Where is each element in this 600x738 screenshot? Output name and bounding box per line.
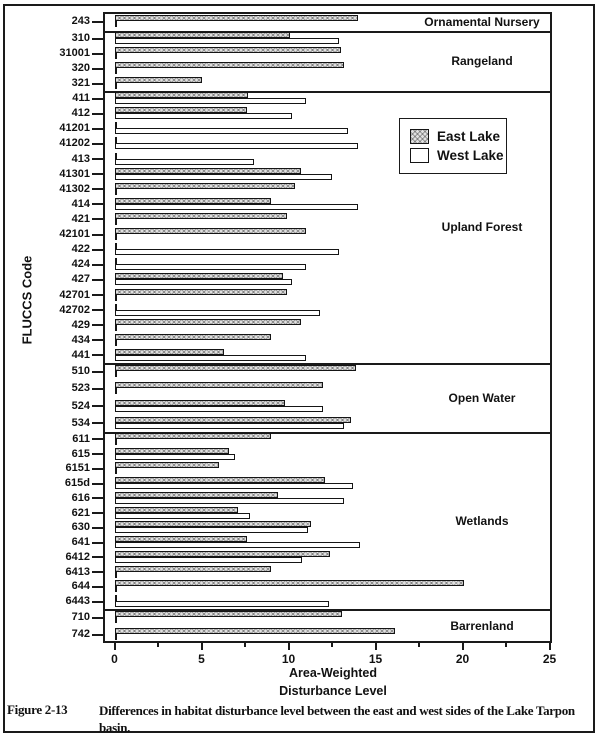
bar-west-42702 [115,310,320,316]
bar-east-6413 [115,566,272,572]
bar-west-615 [115,454,235,460]
bar-west-41301 [115,174,333,180]
bar-west-42101 [115,234,117,240]
x-axis-tick-label: 10 [281,652,296,666]
x-axis-tick [505,643,507,647]
bar-west-434 [115,340,117,346]
fluccs-code-label: 6413 [65,565,90,578]
bar-west-611 [115,439,117,445]
y-axis-tick [92,113,103,115]
bar-east-523 [115,382,324,388]
x-axis-tick-label: 20 [455,652,470,666]
bar-east-31001 [115,47,341,53]
bar-west-42701 [115,295,117,301]
y-axis-tick [92,339,103,341]
legend [399,118,507,174]
y-axis-tick [92,158,103,160]
y-axis-tick [92,571,103,573]
fluccs-code-label: 742 [71,628,90,640]
bar-west-534 [115,423,345,429]
bar-west-321 [115,83,117,89]
fluccs-code-label: 6412 [65,550,90,563]
x-axis-tick [288,643,290,650]
y-axis-tick [92,422,103,424]
fluccs-code-label: 534 [71,416,90,429]
legend-label-west: West Lake [437,148,504,163]
x-axis-tick-label: 5 [198,652,205,666]
fluccs-code-label: 424 [71,258,90,271]
fluccs-code-label: 31001 [59,47,90,59]
fluccs-code-label: 413 [71,152,90,165]
fluccs-code-label: 41301 [59,167,90,180]
figure-number: Figure 2-13 [7,702,68,717]
bar-west-411 [115,98,306,104]
fluccs-code-label: 41202 [59,137,90,150]
x-axis-tick [244,643,246,647]
y-axis-tick [92,354,103,356]
bar-west-641 [115,542,360,548]
x-axis-tick [549,643,551,650]
east-lake-swatch [410,129,429,144]
y-axis-tick [92,405,103,407]
fluccs-code-label: 412 [71,107,90,120]
y-axis-tick [92,83,103,85]
x-axis-tick [201,643,203,650]
bar-west-413 [115,159,254,165]
figure-caption-text: Differences in habitat disturbance level between the east and west sides of the Lake Tarpon basin. [99,703,575,735]
section-label: Upland Forest [441,220,523,234]
y-axis-tick [92,38,103,40]
bar-west-424 [115,264,306,270]
fluccs-code-label: 523 [71,382,90,395]
fluccs-code-label: 615 [71,447,90,460]
bar-east-421 [115,213,287,219]
fluccs-code-label: 320 [71,62,90,74]
bar-west-429 [115,325,117,331]
y-axis-tick [92,98,103,100]
bar-east-243 [115,15,359,21]
x-axis-tick [418,643,420,647]
y-axis-tick [92,542,103,544]
fluccs-code-label: 422 [71,243,90,256]
bar-west-510 [115,371,117,377]
bar-east-611 [115,433,272,439]
section-label: Open Water [448,390,516,405]
y-axis-tick [92,497,103,499]
y-axis-tick [92,188,103,190]
bar-west-31001 [115,53,117,59]
bar-west-41302 [115,189,117,195]
fluccs-code-label: 710 [71,611,90,623]
y-axis-tick [92,279,103,281]
bar-west-412 [115,113,292,119]
y-axis-tick [92,264,103,266]
bar-east-510 [115,365,357,371]
fluccs-code-label: 41201 [59,122,90,135]
bar-west-310 [115,38,339,44]
y-axis-tick [92,53,103,55]
section-label: Wetlands [455,513,509,528]
y-axis-tick [92,527,103,529]
section-label: Barrenland [450,619,514,633]
west-lake-swatch [410,148,429,163]
bar-west-441 [115,355,306,361]
y-axis-tick [92,388,103,390]
bar-west-630 [115,527,308,533]
x-axis-title-line2: Disturbance Level [279,684,387,698]
bar-west-644 [115,586,117,592]
fluccs-code-label: 644 [71,580,90,593]
bar-east-321 [115,77,202,83]
fluccs-code-label: 42702 [59,303,90,316]
x-axis-tick [114,643,116,650]
fluccs-code-label: 434 [71,333,90,346]
bar-west-427 [115,279,292,285]
y-axis-tick [92,21,103,23]
y-axis-tick [92,218,103,220]
bar-east-320 [115,62,345,68]
x-axis-tick-label: 15 [368,652,383,666]
bar-west-615d [115,483,353,489]
bar-west-710 [115,617,117,623]
y-axis-tick [92,634,103,636]
y-axis-tick [92,68,103,70]
legend-label-east: East Lake [437,129,501,144]
y-axis-tick [92,556,103,558]
y-axis-tick [92,371,103,373]
y-axis-tick [92,468,103,470]
bar-west-243 [115,21,117,27]
bar-west-421 [115,219,117,225]
fluccs-code-label: 243 [71,15,90,27]
y-axis-tick [92,453,103,455]
x-axis-tick [331,643,333,647]
fluccs-code-label: 411 [72,92,90,105]
bar-east-42101 [115,228,306,234]
y-axis-tick [92,173,103,175]
y-axis-tick [92,309,103,311]
fluccs-code-label: 414 [71,197,90,210]
fluccs-code-label: 441 [71,348,90,361]
bar-west-6412 [115,557,303,563]
fluccs-code-label: 611 [72,432,90,445]
x-axis-tick-label: 25 [542,652,557,666]
bar-west-621 [115,513,251,519]
bar-east-434 [115,334,272,340]
legend-entry-east [410,129,506,144]
fluccs-code-label: 429 [71,318,90,331]
fluccs-code-label: 616 [71,491,90,504]
section-label: Rangeland [451,54,513,68]
bar-east-710 [115,611,343,617]
legend-entry-west [410,148,506,163]
x-axis-tick [462,643,464,650]
bar-east-6151 [115,462,219,468]
bar-east-644 [115,580,465,586]
y-axis-tick [92,294,103,296]
y-axis-tick [92,143,103,145]
fluccs-code-label: 641 [71,536,90,549]
fluccs-code-label: 310 [71,32,90,44]
fluccs-code-label: 42701 [59,288,90,301]
bar-west-41202 [115,143,359,149]
y-axis-tick [92,128,103,130]
fluccs-code-label: 615d [64,477,90,490]
bar-west-41201 [115,128,348,134]
y-axis-tick [92,234,103,236]
bar-west-742 [115,634,117,640]
fluccs-code-label: 42101 [59,228,90,241]
bar-west-6151 [115,468,117,474]
bar-east-41302 [115,183,296,189]
bar-west-523 [115,388,117,394]
x-axis-tick [375,643,377,650]
fluccs-code-label: 41302 [59,182,90,195]
bar-west-6443 [115,601,329,607]
y-axis-tick [92,203,103,205]
x-axis-tick-label: 0 [111,652,118,666]
fluccs-code-label: 621 [71,506,90,519]
y-axis-tick [92,512,103,514]
y-axis-tick [92,586,103,588]
bar-east-42701 [115,289,287,295]
x-axis-title-line1: Area-Weighted [289,666,377,680]
bar-east-742 [115,628,395,634]
bar-west-616 [115,498,345,504]
fluccs-code-label: 630 [71,521,90,534]
y-axis-tick [92,601,103,603]
bar-east-429 [115,319,301,325]
x-axis-tick [157,643,159,647]
y-axis-tick [92,617,103,619]
fluccs-code-label: 427 [71,273,90,286]
fluccs-code-label: 421 [71,212,90,225]
bar-west-6413 [115,572,117,578]
bar-west-524 [115,406,324,412]
y-axis-tick [92,438,103,440]
bar-west-414 [115,204,359,210]
bar-west-320 [115,68,117,74]
fluccs-code-label: 6443 [65,595,90,608]
y-axis-tick [92,324,103,326]
section-label: Ornamental Nursery [424,14,540,29]
fluccs-code-label: 510 [71,365,90,378]
y-axis-title: FLUCCS Code [19,255,35,345]
fluccs-code-label: 321 [71,77,90,89]
fluccs-code-label: 6151 [65,462,90,475]
bar-west-422 [115,249,339,255]
fluccs-code-label: 524 [71,399,90,412]
y-axis-tick [92,249,103,251]
y-axis-tick [92,483,103,485]
